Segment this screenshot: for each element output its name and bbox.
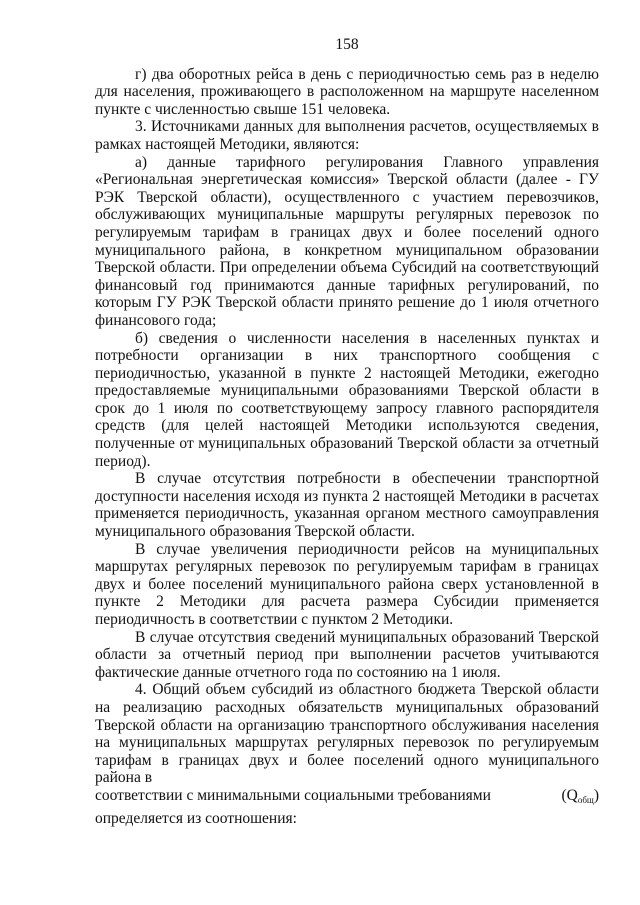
paragraph-case-increase: В случае увеличения периодичности рейсов на муниципальных маршрутах регулярных перевозок по регулируемым тарифам в границах двух и более поселений муниципального района сверх установленной в пункте 2 Методики для расчета размера Субсидии применяется периодичность в соответствии с пунктом 2 Методики. — [95, 540, 599, 628]
last-line: определяется из соотношения: — [95, 809, 297, 827]
paragraph-case-no-data: В случае отсутствия сведений муниципальных образований Тверской области за отчетный период при выполнении расчетов учитываются фактические данные отчетного года по состоянию на 1 июля. — [95, 628, 599, 681]
formula-subscript: общ — [577, 794, 594, 805]
document-page — [95, 36, 599, 827]
paragraph-item-4: 4. Общий объем субсидий из областного бюджета Тверской области на реализацию расходных обязательств муниципальных образований Тверской области на организацию транспортного обслуживания населения на муниципальных маршрутах регулярных перевозок по регулируемым тарифам в границах двух и более поселений одного муниципального района в — [95, 681, 599, 787]
formula-line-text: соответствии с минимальными социальными требованиями — [95, 786, 491, 804]
formula-line — [95, 787, 599, 810]
paragraph-g: г) два оборотных рейса в день с периодичностью семь раз в неделю для населения, проживающего в расположенном на маршруте населенном пункте с численностью свыше 151 человека. — [95, 65, 599, 118]
formula-symbol: $(Q_{общ})$ — [561, 786, 599, 805]
paragraph-item-3: 3. Источниками данных для выполнения расчетов, осуществляемых в рамках настоящей Методики, являются: — [95, 118, 599, 153]
paragraph-case-no-need: В случае отсутствия потребности в обеспечении транспортной доступности населения исходя из пункта 2 настоящей Методики в расчетах применяется периодичность, указанная органом местного самоуправления муниципального образования Тверской области. — [95, 470, 599, 541]
paragraph-item-a: а) данные тарифного регулирования Главного управления «Региональная энергетическая комиссия» Тверской области (далее - ГУ РЭК Тверской области), осуществленного с участием перевозчиков, обслуживающих муниципальные маршруты регулярных перевозок по регулируемым тарифам в границах двух и более поселений одного муниципального района, в конкретном муниципальном образовании Тверской области. При определении объема Субсидий на соответствующий финансовый год принимаются данные тарифных регулирований, по которым ГУ РЭК Тверской области принято решение до 1 июля отчетного финансового года; — [95, 153, 599, 329]
page-number: 158 — [335, 36, 359, 53]
paragraph-item-b: б) сведения о численности населения в населенных пунктах и потребности организации в них транспортного сообщения с периодичностью, указанной в пункте 2 настоящей Методики, ежегодно предоставляемые муниципальными образованиями Тверской области в срок до 1 июля по соответствующему запросу главного распорядителя средств (для целей настоящей Методики используются сведения, полученные от муниципальных образований Тверской области за отчетный период). — [95, 329, 599, 470]
